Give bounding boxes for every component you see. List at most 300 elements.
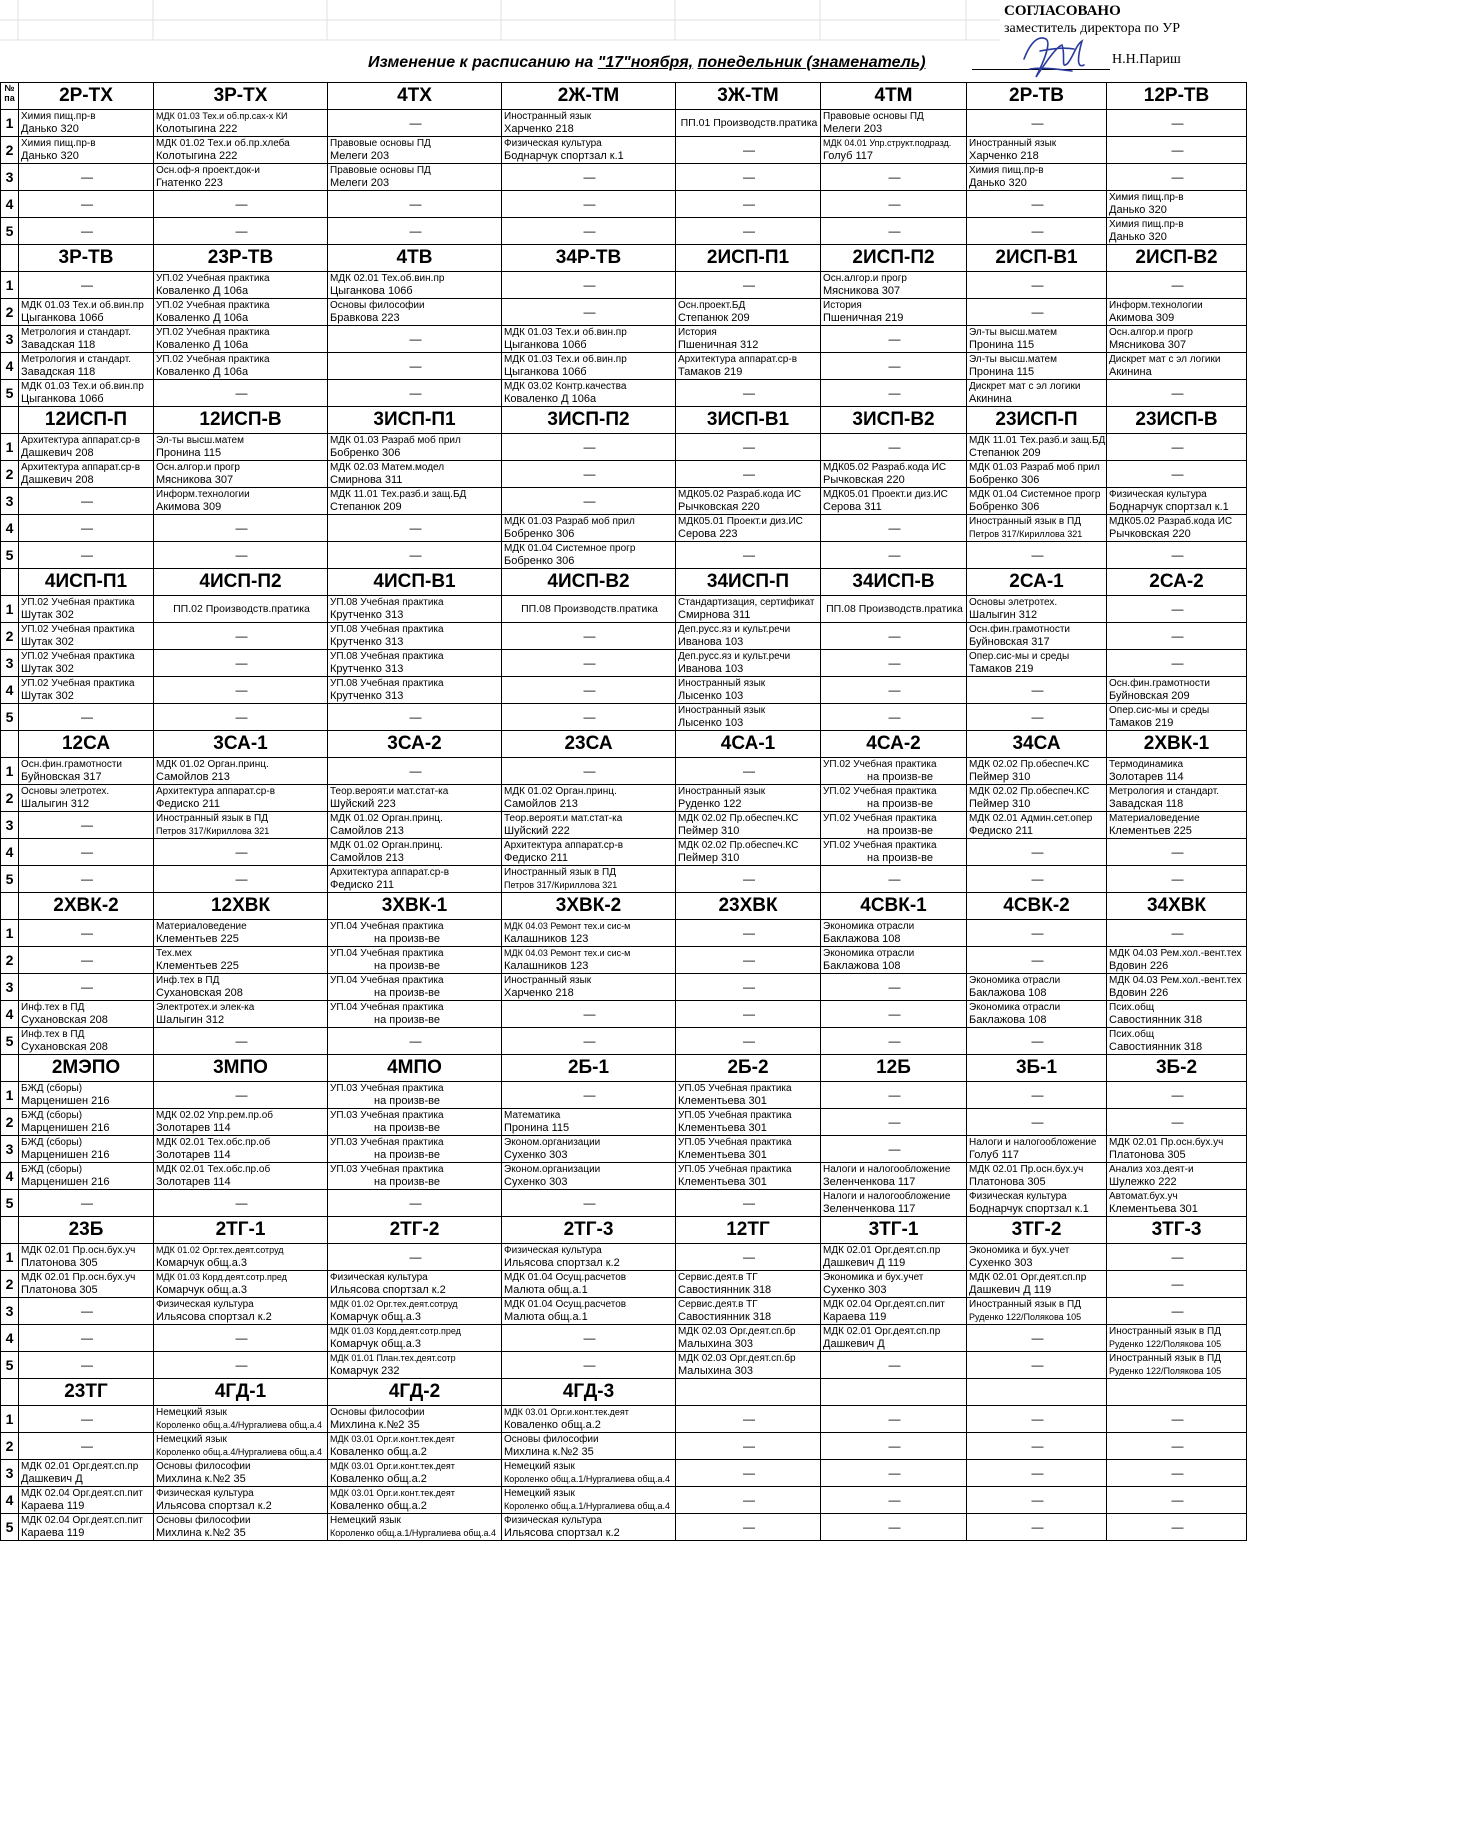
subject: Иностранный язык в ПД xyxy=(1109,1326,1221,1337)
subject: МДК 02.03 Орг.деят.сп.бр xyxy=(678,1326,796,1337)
subject: Опер.сис-мы и среды xyxy=(969,651,1070,662)
lesson-cell xyxy=(967,1028,1107,1055)
teacher-room: Пеймер 310 xyxy=(969,798,1031,810)
empty-dash: — xyxy=(888,710,901,724)
empty-dash: — xyxy=(888,629,901,643)
subject: Экономика отрасли xyxy=(969,1002,1061,1013)
practice-text: ПП.08 Производств.пратика xyxy=(826,603,963,615)
empty-dash: — xyxy=(1031,926,1044,940)
subject: МДК 01.03 Тех.и об.пр.сах-х КИ xyxy=(156,111,288,121)
subject: Эконом.организации xyxy=(504,1164,601,1175)
empty-dash: — xyxy=(81,1196,93,1210)
empty-dash: — xyxy=(1031,116,1044,130)
lesson-cell xyxy=(502,1460,676,1487)
group-header xyxy=(821,1379,967,1406)
teacher-room: Дашкевич Д 119 xyxy=(969,1284,1052,1296)
teacher-room: Боднарчук спортзал к.1 xyxy=(504,150,624,162)
empty-dash: — xyxy=(743,872,755,886)
subject: МДК 01.03 Тех.и об.вин.пр xyxy=(21,300,144,311)
empty-dash: — xyxy=(1031,305,1044,319)
lesson-cell xyxy=(154,1514,328,1541)
lesson-cell xyxy=(1107,272,1247,299)
teacher-room: Михлина к.№2 35 xyxy=(504,1446,594,1458)
empty-dash: — xyxy=(888,980,901,994)
approval-title: СОГЛАСОВАНО xyxy=(1004,3,1121,19)
lesson-cell xyxy=(676,1082,821,1109)
lesson-cell xyxy=(502,758,676,785)
lesson-cell xyxy=(154,974,328,1001)
lesson-number: 3 xyxy=(1,974,19,1001)
lesson-number: 5 xyxy=(1,1514,19,1541)
empty-dash: — xyxy=(583,170,596,184)
teacher-room: на произв-ве xyxy=(374,1149,440,1161)
group-header-row xyxy=(1,1055,1247,1082)
lesson-cell xyxy=(502,1352,676,1379)
teacher-room: на произв-ве xyxy=(374,1176,440,1188)
lesson-cell xyxy=(19,1163,154,1190)
empty-dash: — xyxy=(409,710,422,724)
lesson-cell xyxy=(502,299,676,326)
lesson-cell xyxy=(328,812,502,839)
group-header: 34Р-ТВ xyxy=(502,245,676,272)
empty-dash: — xyxy=(81,980,93,994)
group-header: 2Б-1 xyxy=(502,1055,676,1082)
empty-dash: — xyxy=(1171,116,1184,130)
group-header: 3ТГ-1 xyxy=(821,1217,967,1244)
teacher-room: Завадская 118 xyxy=(21,339,96,351)
group-header: 4ТМ xyxy=(821,83,967,110)
subject: УП.02 Учебная практика xyxy=(823,813,937,824)
teacher-room: Шалыгин 312 xyxy=(21,798,90,810)
group-header: 2ИСП-В1 xyxy=(967,245,1107,272)
lesson-cell xyxy=(154,380,328,407)
title-date: "17"ноября, xyxy=(597,54,694,71)
group-header: 2СА-2 xyxy=(1107,569,1247,596)
teacher-room: Федиско 211 xyxy=(969,825,1033,837)
group-header: 2СА-1 xyxy=(967,569,1107,596)
lesson-cell xyxy=(967,974,1107,1001)
subject: Иностранный язык xyxy=(678,786,766,797)
teacher-room: Акимова 309 xyxy=(1109,312,1175,324)
group-header-row xyxy=(1,893,1247,920)
lesson-cell xyxy=(967,353,1107,380)
lesson-cell xyxy=(154,1271,328,1298)
subject: Эконом.организации xyxy=(504,1137,601,1148)
lesson-number: 4 xyxy=(1,1163,19,1190)
teacher-room: Мясникова 307 xyxy=(823,285,901,297)
teacher-room: на произв-ве xyxy=(867,771,933,783)
lesson-cell xyxy=(502,785,676,812)
empty-dash: — xyxy=(583,1088,596,1102)
lesson-cell xyxy=(154,1136,328,1163)
lesson-cell xyxy=(19,677,154,704)
lesson-cell xyxy=(19,920,154,947)
subject: УП.03 Учебная практика xyxy=(330,1164,444,1175)
teacher-room: на произв-ве xyxy=(374,960,440,972)
lesson-cell xyxy=(154,326,328,353)
subject: Архитектура аппарат.ср-в xyxy=(330,867,450,878)
subject: МДК05.02 Разраб.кода ИС xyxy=(1109,516,1233,527)
lesson-number: 4 xyxy=(1,677,19,704)
lesson-cell xyxy=(154,137,328,164)
lesson-cell xyxy=(502,1028,676,1055)
lesson-cell xyxy=(967,758,1107,785)
lesson-cell xyxy=(821,866,967,893)
subject: Осн.алгор.и прогр xyxy=(156,462,240,473)
teacher-room: Петров 317/Кириллова 321 xyxy=(156,826,270,836)
subject: Деп.русс.яз и культ.речи xyxy=(678,624,791,635)
lesson-cell xyxy=(1107,866,1247,893)
teacher-room: Ильясова спортзал к.2 xyxy=(156,1311,272,1323)
subject: Информ.технологии xyxy=(1109,300,1203,311)
lesson-cell xyxy=(328,1325,502,1352)
teacher-room: Крутченко 313 xyxy=(330,690,404,702)
teacher-room: Михлина к.№2 35 xyxy=(156,1527,246,1539)
teacher-room: Малюта общ.а.1 xyxy=(504,1284,588,1296)
empty-dash: — xyxy=(888,548,901,562)
lesson-cell xyxy=(1107,1028,1247,1055)
lesson-cell xyxy=(19,1082,154,1109)
lesson-cell xyxy=(821,839,967,866)
teacher-room: Рычковская 220 xyxy=(823,474,905,486)
empty-dash: — xyxy=(1031,1439,1044,1453)
subject: МДК 02.02 Пр.обеспеч.КС xyxy=(969,786,1090,797)
teacher-room: Короленко общ.а.1/Нургалиева общ.а.4 xyxy=(504,1501,670,1511)
lesson-cell xyxy=(19,812,154,839)
empty-dash: — xyxy=(409,359,422,373)
lesson-cell xyxy=(502,110,676,137)
corner-cell xyxy=(1,1217,19,1244)
subject: МДК 03.01 Орг.и.конт.тек.деят xyxy=(330,1488,455,1498)
subject: МДК 02.02 Пр.обеспеч.КС xyxy=(969,759,1090,770)
lesson-cell xyxy=(1107,785,1247,812)
lesson-cell xyxy=(1107,353,1247,380)
subject: МДК 02.04 Орг.деят.сп.пит xyxy=(823,1299,945,1310)
subject: Псих.общ xyxy=(1109,1029,1155,1040)
teacher-room: Пшеничная 312 xyxy=(678,339,759,351)
teacher-room: Руденко 122/Полякова 105 xyxy=(1109,1366,1222,1376)
group-header: 12ХВК xyxy=(154,893,328,920)
subject: Эл-ты высш.матем xyxy=(969,327,1057,338)
subject: МДК 01.03 Тех.и об.вин.пр xyxy=(21,381,144,392)
subject: История xyxy=(678,327,717,338)
subject: МДК 11.01 Тех.разб.и защ.БД xyxy=(969,435,1106,446)
group-header: 23Р-ТВ xyxy=(154,245,328,272)
approval-role: заместитель директора по УР xyxy=(1004,21,1180,36)
subject: Основы элетротех. xyxy=(969,597,1058,608)
corner-cell xyxy=(1,245,19,272)
lesson-row xyxy=(1,1406,1247,1433)
teacher-room: Баклажова 108 xyxy=(969,987,1047,999)
lesson-cell xyxy=(19,353,154,380)
teacher-room: Шутак 302 xyxy=(21,663,74,675)
lesson-cell xyxy=(676,1190,821,1217)
empty-dash: — xyxy=(409,521,422,535)
lesson-cell xyxy=(821,785,967,812)
lesson-number: 5 xyxy=(1,542,19,569)
empty-dash: — xyxy=(1171,548,1184,562)
empty-dash: — xyxy=(1171,1115,1184,1129)
lesson-cell xyxy=(1107,1082,1247,1109)
subject: МДК 01.03 Тех.и об.вин.пр xyxy=(504,327,627,338)
subject: Экономика отрасли xyxy=(969,975,1061,986)
lesson-cell xyxy=(502,1514,676,1541)
lesson-cell xyxy=(19,1406,154,1433)
subject: МДК 03.01 Орг.и.конт.тек.деят xyxy=(330,1434,455,1444)
lesson-cell xyxy=(502,1433,676,1460)
teacher-room: Руденко 122/Полякова 105 xyxy=(969,1312,1082,1322)
empty-dash: — xyxy=(1171,1304,1184,1318)
lesson-cell xyxy=(502,1406,676,1433)
empty-dash: — xyxy=(888,1088,901,1102)
empty-dash: — xyxy=(583,1196,596,1210)
lesson-cell xyxy=(1107,650,1247,677)
lesson-row xyxy=(1,947,1247,974)
lesson-cell xyxy=(154,488,328,515)
lesson-cell xyxy=(154,1460,328,1487)
empty-dash: — xyxy=(583,467,596,481)
lesson-cell xyxy=(821,218,967,245)
lesson-number: 4 xyxy=(1,191,19,218)
subject: Осн.алгор.и прогр xyxy=(823,273,907,284)
empty-dash: — xyxy=(1171,602,1184,616)
empty-dash: — xyxy=(1031,953,1044,967)
teacher-room: Караева 119 xyxy=(21,1500,85,1512)
empty-dash: — xyxy=(409,116,422,130)
subject: Физическая культура xyxy=(504,1245,602,1256)
lesson-cell xyxy=(19,461,154,488)
empty-dash: — xyxy=(888,656,901,670)
lesson-cell xyxy=(821,1109,967,1136)
teacher-room: Ильясова спортзал к.2 xyxy=(504,1527,620,1539)
empty-dash: — xyxy=(235,197,248,211)
lesson-cell xyxy=(676,1244,821,1271)
lesson-cell xyxy=(328,1190,502,1217)
lesson-cell xyxy=(1107,137,1247,164)
lesson-cell xyxy=(502,1325,676,1352)
teacher-room: Ильясова спортзал к.2 xyxy=(156,1500,272,1512)
subject: МДК 02.04 Орг.деят.сп.пит xyxy=(21,1515,143,1526)
teacher-room: Смирнова 311 xyxy=(330,474,403,486)
lesson-row xyxy=(1,1244,1247,1271)
corner-cell xyxy=(1,731,19,758)
teacher-room: Комарчук 232 xyxy=(330,1365,400,1377)
subject: Термодинамика xyxy=(1109,759,1184,770)
group-header: 4ТХ xyxy=(328,83,502,110)
teacher-room: Пеймер 310 xyxy=(678,852,740,864)
lesson-cell xyxy=(328,1487,502,1514)
group-header: 12ИСП-П xyxy=(19,407,154,434)
lesson-cell xyxy=(328,866,502,893)
teacher-room: Акинина xyxy=(969,393,1012,405)
lesson-cell xyxy=(154,1406,328,1433)
teacher-room: Бобренко 306 xyxy=(969,501,1040,513)
lesson-number: 4 xyxy=(1,839,19,866)
lesson-row xyxy=(1,623,1247,650)
lesson-cell xyxy=(502,947,676,974)
empty-dash: — xyxy=(235,710,248,724)
teacher-room: Золотарев 114 xyxy=(156,1122,231,1134)
lesson-cell xyxy=(328,1001,502,1028)
lesson-cell xyxy=(1107,461,1247,488)
lesson-cell xyxy=(328,218,502,245)
teacher-room: Коваленко общ.а.2 xyxy=(330,1473,427,1485)
lesson-cell xyxy=(1107,515,1247,542)
title-prefix: Изменение к расписанию на xyxy=(368,54,594,71)
lesson-cell xyxy=(502,596,676,623)
group-header: 2Б-2 xyxy=(676,1055,821,1082)
subject: МДК05.01 Проект.и диз.ИС xyxy=(678,516,803,527)
lesson-cell xyxy=(328,542,502,569)
empty-dash: — xyxy=(409,548,422,562)
group-header: 2ХВК-1 xyxy=(1107,731,1247,758)
lesson-number: 5 xyxy=(1,866,19,893)
subject: МДК 04.03 Рем.хол.-вент.тех xyxy=(1109,948,1242,959)
group-header: 2Р-ТХ xyxy=(19,83,154,110)
lesson-cell xyxy=(502,326,676,353)
teacher-room: Вдовин 226 xyxy=(1109,960,1169,972)
lesson-row xyxy=(1,1001,1247,1028)
lesson-cell xyxy=(676,1136,821,1163)
subject: Иностранный язык в ПД xyxy=(156,813,268,824)
subject: Иностранный язык xyxy=(678,705,766,716)
group-header: 34ХВК xyxy=(1107,893,1247,920)
empty-dash: — xyxy=(1031,278,1044,292)
lesson-cell xyxy=(19,785,154,812)
teacher-room: Акинина xyxy=(1109,366,1152,378)
subject: Немецкий язык xyxy=(504,1488,575,1499)
subject: Теор.вероят.и мат.стат-ка xyxy=(330,786,449,797)
empty-dash: — xyxy=(235,872,248,886)
lesson-cell xyxy=(967,326,1107,353)
teacher-room: Завадская 118 xyxy=(21,366,96,378)
empty-dash: — xyxy=(409,386,422,400)
lesson-cell xyxy=(967,191,1107,218)
lesson-cell xyxy=(1107,191,1247,218)
lesson-row xyxy=(1,839,1247,866)
subject: МДК 02.01 Орг.деят.сп.пр xyxy=(969,1272,1087,1283)
lesson-cell xyxy=(967,677,1107,704)
empty-dash: — xyxy=(409,332,422,346)
subject: Налоги и налогообложение xyxy=(969,1137,1097,1148)
lesson-cell xyxy=(154,164,328,191)
subject: МДК 01.03 Разраб моб прил xyxy=(969,462,1100,473)
subject: Иностранный язык xyxy=(969,138,1057,149)
page-title xyxy=(368,54,926,72)
empty-dash: — xyxy=(888,1439,901,1453)
lesson-row xyxy=(1,488,1247,515)
empty-dash: — xyxy=(743,1034,755,1048)
lesson-cell xyxy=(19,1298,154,1325)
subject: Сервис.деят.в ТГ xyxy=(678,1272,758,1283)
lesson-cell xyxy=(1107,542,1247,569)
lesson-cell xyxy=(967,1514,1107,1541)
teacher-room: Пеймер 310 xyxy=(678,825,740,837)
lesson-cell xyxy=(1107,1325,1247,1352)
teacher-room: Вдовин 226 xyxy=(1109,987,1169,999)
lesson-row xyxy=(1,542,1247,569)
lesson-cell xyxy=(328,1433,502,1460)
lesson-cell xyxy=(1107,488,1247,515)
empty-dash: — xyxy=(81,872,93,886)
lesson-row xyxy=(1,596,1247,623)
subject: Иностранный язык xyxy=(504,975,592,986)
lesson-cell xyxy=(1107,1136,1247,1163)
lesson-cell xyxy=(967,299,1107,326)
subject: Опер.сис-мы и среды xyxy=(1109,705,1210,716)
lesson-cell xyxy=(328,1298,502,1325)
subject: МДК 02.01 Пр.осн.бух.уч xyxy=(21,1272,136,1283)
lesson-cell xyxy=(967,515,1107,542)
subject: Дискрет мат с эл логики xyxy=(1109,354,1221,365)
teacher-room: на произв-ве xyxy=(867,825,933,837)
lesson-cell xyxy=(1107,1163,1247,1190)
teacher-room: Шуйский 223 xyxy=(330,798,396,810)
lesson-cell xyxy=(19,758,154,785)
corner-label: № па xyxy=(1,83,19,110)
teacher-room: Петров 317/Кириллова 321 xyxy=(969,529,1083,539)
lesson-cell xyxy=(967,1271,1107,1298)
subject: МДК 01.03 Корд.деят.сотр.пред xyxy=(156,1272,287,1282)
lesson-cell xyxy=(328,299,502,326)
group-header: 2ИСП-В2 xyxy=(1107,245,1247,272)
lesson-cell xyxy=(19,974,154,1001)
lesson-cell xyxy=(821,164,967,191)
empty-dash: — xyxy=(81,926,93,940)
subject: МДК 03.02 Контр.качества xyxy=(504,381,627,392)
teacher-room: Короленко общ.а.4/Нургалиева общ.а.4 xyxy=(156,1420,322,1430)
teacher-room: Комарчук общ.а.3 xyxy=(156,1284,247,1296)
teacher-room: Коваленко Д 106а xyxy=(504,393,597,405)
subject: УП.02 Учебная практика xyxy=(823,786,937,797)
lesson-cell xyxy=(502,1487,676,1514)
lesson-cell xyxy=(328,947,502,974)
empty-dash: — xyxy=(888,1007,901,1021)
teacher-room: Тамаков 219 xyxy=(969,663,1034,675)
lesson-cell xyxy=(1107,1487,1247,1514)
subject: Немецкий язык xyxy=(156,1407,227,1418)
teacher-room: Коваленко Д 106а xyxy=(156,312,249,324)
lesson-cell xyxy=(328,704,502,731)
group-header: 3МПО xyxy=(154,1055,328,1082)
empty-dash: — xyxy=(1031,224,1044,238)
subject: Правовые основы ПД xyxy=(330,165,431,176)
teacher-room: Пронина 115 xyxy=(969,339,1035,351)
lesson-cell xyxy=(967,1190,1107,1217)
subject: МДК 04.03 Рем.хол.-вент.тех xyxy=(1109,975,1242,986)
subject: МДК 01.02 Орган.принц. xyxy=(330,840,443,851)
teacher-room: на произв-ве xyxy=(374,1014,440,1026)
group-header xyxy=(676,1379,821,1406)
group-header: 3Ж-ТМ xyxy=(676,83,821,110)
teacher-room: Мелеги 203 xyxy=(823,123,883,135)
teacher-room: Тамаков 219 xyxy=(678,366,743,378)
subject: УП.08 Учебная практика xyxy=(330,597,444,608)
subject: Физическая культура xyxy=(504,138,602,149)
subject: УП.02 Учебная практика xyxy=(21,678,135,689)
lesson-number: 1 xyxy=(1,110,19,137)
empty-dash: — xyxy=(583,1007,596,1021)
lesson-cell xyxy=(502,1136,676,1163)
empty-dash: — xyxy=(888,1493,901,1507)
lesson-row xyxy=(1,218,1247,245)
teacher-room: Дашкевич 208 xyxy=(21,474,94,486)
subject: Правовые основы ПД xyxy=(330,138,431,149)
lesson-cell xyxy=(1107,704,1247,731)
teacher-room: Малюта общ.а.1 xyxy=(504,1311,588,1323)
lesson-cell xyxy=(19,380,154,407)
lesson-cell xyxy=(1107,677,1247,704)
